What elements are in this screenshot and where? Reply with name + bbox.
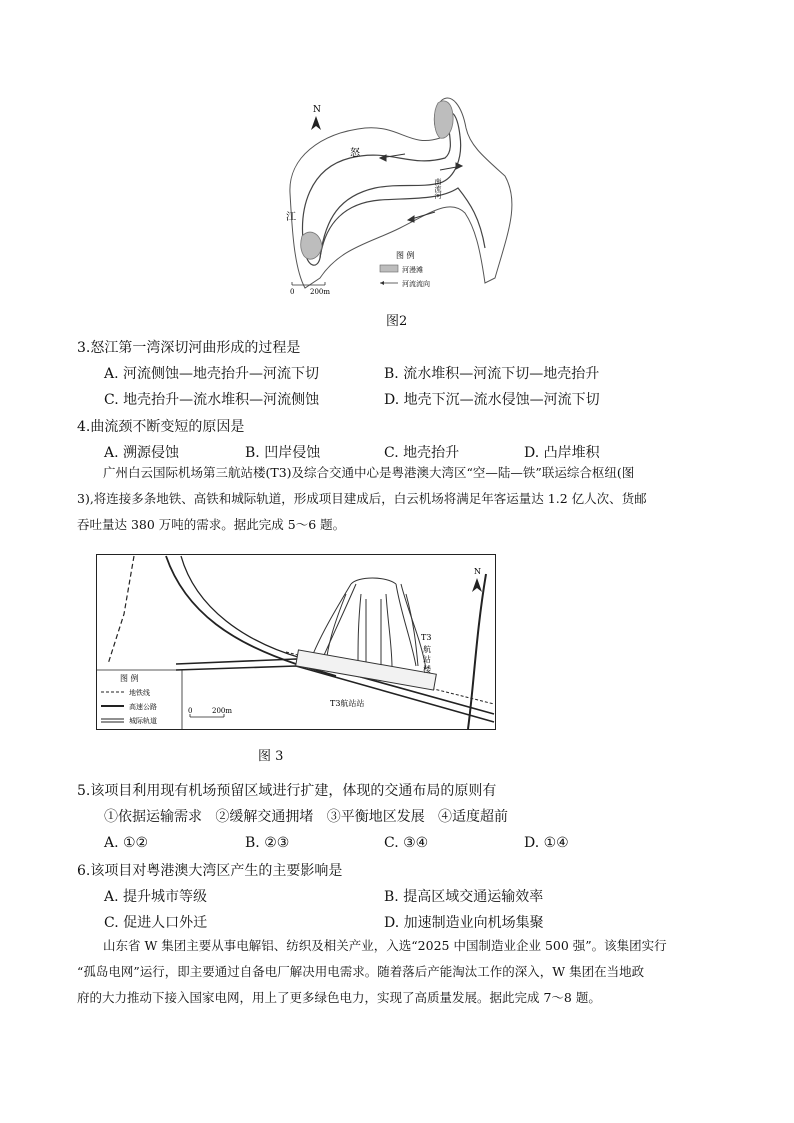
svg-text:0: 0 xyxy=(188,707,193,715)
svg-text:0: 0 xyxy=(290,288,295,296)
figure-2-map xyxy=(280,88,530,300)
q3-option-c[interactable]: C. 地壳抬升—流水堆积—河流侧蚀 xyxy=(104,392,320,408)
river-name-char: 江 xyxy=(286,212,296,223)
svg-text:200m: 200m xyxy=(212,707,232,715)
q3-option-a[interactable]: A. 河流侧蚀—地壳抬升—河流下切 xyxy=(104,366,320,382)
passage-airport: 广州白云国际机场第三航站楼(T3)及综合交通中心是粤港澳大湾区“空—陆—铁”联运综合枢纽(图 3),将连接多条地铁、高铁和城际轨道，形成项目建成后，白云机场将满足年客运量达 1.2 亿人次、货邮 吞吐量达 380 万吨的需求。据此完成 5～6 题。 xyxy=(77,465,647,532)
svg-text:图 例: 图 例 xyxy=(396,251,415,260)
q5-option-b[interactable]: B. ②③ xyxy=(245,835,290,851)
terminal-label xyxy=(421,633,432,674)
question-3-stem: 3.怒江第一湾深切河曲形成的过程是 xyxy=(77,340,301,356)
svg-text:地铁线: 地铁线 xyxy=(129,689,150,697)
q6-option-c[interactable]: C. 促进人口外迁 xyxy=(104,915,208,931)
svg-text:200m: 200m xyxy=(310,288,330,296)
figure-3-caption: 图 3 xyxy=(258,749,284,764)
svg-text:河漫滩: 河漫滩 xyxy=(402,266,423,274)
north-arrow-icon xyxy=(311,105,321,130)
q5-option-c[interactable]: C. ③④ xyxy=(384,835,429,851)
q3-option-b[interactable]: B. 流水堆积—河流下切—地壳抬升 xyxy=(384,366,600,382)
svg-text:河流流向: 河流流向 xyxy=(402,280,430,288)
q4-option-a[interactable]: A. 溯源侵蚀 xyxy=(104,445,180,461)
q6-option-a[interactable]: A. 提升城市等级 xyxy=(104,889,208,905)
question-5-stem: 5.该项目利用现有机场预留区域进行扩建，体现的交通布局的原则有 xyxy=(77,783,497,799)
river-name-char: 怒 xyxy=(350,148,360,159)
q3-option-d[interactable]: D. 地壳下沉—流水侵蚀—河流下切 xyxy=(384,392,600,408)
station-label: T3航站站 xyxy=(330,699,365,708)
svg-text:高速公路: 高速公路 xyxy=(129,703,157,711)
question-6-stem: 6.该项目对粤港澳大湾区产生的主要影响是 xyxy=(77,863,343,879)
q4-option-d[interactable]: D. 凸岸堆积 xyxy=(524,445,600,461)
q5-option-d[interactable]: D. ①④ xyxy=(524,835,569,851)
q6-option-d[interactable]: D. 加速制造业向机场集聚 xyxy=(384,915,544,931)
q4-option-b[interactable]: B. 凹岸侵蚀 xyxy=(245,445,321,461)
q4-option-c[interactable]: C. 地壳抬升 xyxy=(384,445,460,461)
q6-option-b[interactable]: B. 提高区域交通运输效率 xyxy=(384,889,544,905)
figure-2-caption: 图2 xyxy=(386,314,408,329)
svg-text:站: 站 xyxy=(423,655,431,664)
passage-w-group: 山东省 W 集团主要从事电解铝、纺织及相关产业，入选“2025 中国制造业企业 500 强”。该集团实行 “孤岛电网”运行，即主要通过自备电厂解决用电需求。随着落后产能淘汰工作的深入，W 集团在当地政 府的大力推动下接入国家电网，用上了更多绿色电力，实现了高质量发展。据此完成 7～8 题。 xyxy=(77,938,667,1005)
svg-text:N: N xyxy=(474,567,481,576)
svg-text:航: 航 xyxy=(423,645,431,654)
svg-text:图 例: 图 例 xyxy=(120,674,139,683)
q5-statements: ①依据运输需求 ②缓解交通拥堵 ③平衡地区发展 ④适度超前 xyxy=(104,809,509,825)
q5-option-a[interactable]: A. ①② xyxy=(104,835,149,851)
svg-text:楼: 楼 xyxy=(423,665,431,674)
svg-text:N: N xyxy=(313,105,321,115)
fig2-legend xyxy=(380,250,430,288)
question-4-stem: 4.曲流颈不断变短的原因是 xyxy=(77,419,245,435)
svg-text:城际轨道: 城际轨道 xyxy=(129,717,157,725)
figure-3-map xyxy=(96,554,496,730)
svg-text:T3: T3 xyxy=(421,633,432,642)
tributary-label: 南流河 xyxy=(434,178,442,199)
